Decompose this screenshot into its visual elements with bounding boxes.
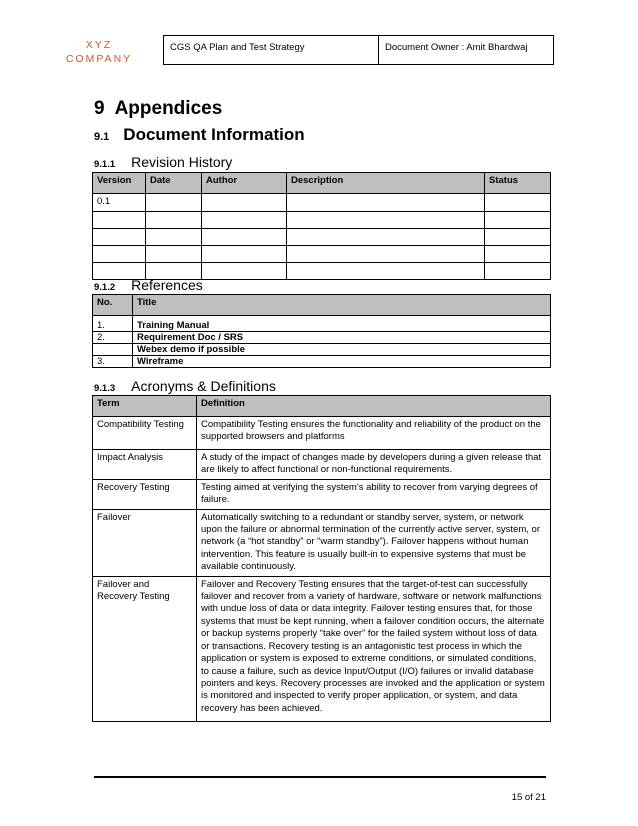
heading-number: 9.1.1 [94,159,116,170]
table-row [93,356,551,368]
col-author: Author [202,173,287,194]
logo-line-2: COMPANY [65,53,133,65]
col-no: No. [93,295,133,316]
col-term: Term [93,396,197,417]
references-table [92,294,551,368]
table-row [93,479,551,509]
table-row [93,450,551,480]
header-doc-title: CGS QA Plan and Test Strategy [163,35,379,65]
col-status: Status [485,173,551,194]
term-cell: Recovery Testing [93,479,197,509]
table-row [93,246,551,263]
heading-number: 9.1.3 [94,383,116,394]
heading-document-information [94,125,305,145]
table-header-row [93,295,551,316]
definition-cell: Automatically switching to a redundant or standby server, system, or network upon the failure or abnormal termination of the currently active server, system, or network (a “hot standby” or “warm standby”). Failover happens without human intervention. This feature is usually built-in to expensive systems that must be available continuously. [197,509,551,576]
version-cell: 0.1 [93,194,146,212]
table-row [93,576,551,721]
table-row [93,417,551,450]
ref-no: 1. [93,316,133,332]
heading-number: 9.1.2 [94,282,116,293]
col-title: Title [133,295,551,316]
heading-text: Appendices [114,98,223,119]
col-version: Version [93,173,146,194]
revision-history-table [92,172,551,280]
table-row [93,332,551,344]
heading-acronyms [94,378,276,394]
term-cell: Compatibility Testing [93,417,197,450]
table-row [93,316,551,332]
term-cell: Impact Analysis [93,450,197,480]
ref-no [93,344,133,356]
ref-no: 3. [93,356,133,368]
table-row [93,509,551,576]
heading-number: 9 [94,98,105,119]
heading-appendices [94,98,222,120]
logo-line-1: XYZ [85,39,113,51]
ref-title: Requirement Doc / SRS [133,332,551,344]
heading-text: Acronyms & Definitions [131,378,276,394]
table-row [93,344,551,356]
ref-no: 2. [93,332,133,344]
definition-cell: Compatibility Testing ensures the functionality and reliability of the product on the supported browsers and platforms [197,417,551,450]
acronyms-table [92,395,551,722]
heading-number: 9.1 [94,131,110,143]
definition-cell: Testing aimed at verifying the system’s ability to recover from varying degrees of failure. [197,479,551,509]
footer-divider [94,776,546,778]
col-date: Date [146,173,202,194]
ref-title: Wireframe [133,356,551,368]
term-cell: Failover [93,509,197,576]
heading-revision-history [94,154,232,170]
company-logo [62,38,136,66]
heading-text: Document Information [123,125,305,144]
col-description: Description [287,173,485,194]
header-doc-owner: Document Owner : Amit Bhardwaj [378,35,554,65]
table-row [93,229,551,246]
col-definition: Definition [197,396,551,417]
heading-references [94,277,203,293]
heading-text: References [131,277,203,293]
definition-cell: A study of the impact of changes made by developers during a given release that are likely to affect functional or non-functional requirements. [197,450,551,480]
table-header-row [93,173,551,194]
table-row [93,194,551,212]
term-cell: Failover and Recovery Testing [93,576,197,721]
ref-title: Webex demo if possible [133,344,551,356]
definition-cell: Failover and Recovery Testing ensures that the target-of-test can successfully failover and recover from a variety of hardware, software or network malfunctions with undue loss of data or data integrity. Failover testing ensures that, for those systems that must be kept running, when a failover condition occurs, the alternate or backup systems properly “take over” for the failed system without loss of data or transactions. Recovery testing is an antagonistic test process in which the application or system is exposed to extreme conditions, or simulated conditions, to cause a failure, such as device Input/Output (I/O) failures or invalid database pointers and keys. Recovery processes are invoked and the application or system is monitored and inspected to verify proper application, or system, and data recovery has been achieved. [197,576,551,721]
table-row [93,212,551,229]
ref-title: Training Manual [133,316,551,332]
table-header-row [93,396,551,417]
page-number: 15 of 21 [511,792,546,803]
heading-text: Revision History [131,154,233,170]
